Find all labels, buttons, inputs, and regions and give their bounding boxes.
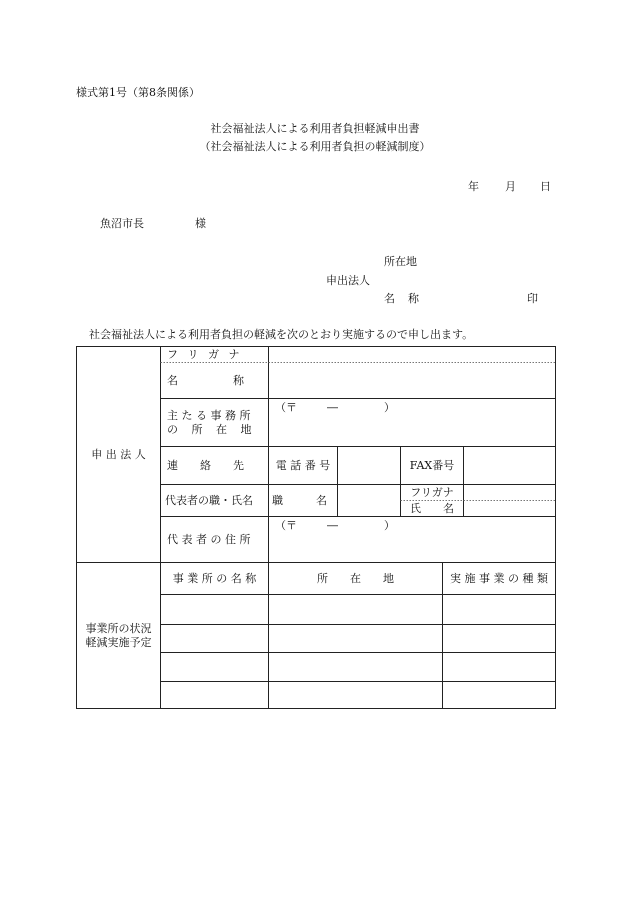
- col-location-header: [269, 563, 442, 594]
- office-row-1-location[interactable]: [269, 595, 442, 624]
- col-service-type-header: [443, 563, 555, 594]
- rep-furigana-field[interactable]: [464, 485, 555, 500]
- office-row-1-name[interactable]: [161, 595, 268, 624]
- rep-postal-close: ）: [384, 519, 395, 532]
- phone-label-text: 電 話 番 号: [275, 458, 331, 472]
- rep-address-label-text: 代 表 者 の 住 所: [167, 533, 251, 546]
- fax-field[interactable]: [464, 447, 555, 484]
- seal-mark: 印: [527, 292, 538, 305]
- office-postal-dash: ―: [327, 401, 338, 414]
- furigana-label-text: フ リ ガ ナ: [167, 348, 243, 361]
- form-subtitle: （社会福祉法人による利用者負担の軽減制度）: [199, 140, 431, 153]
- office-row-2-service[interactable]: [443, 625, 555, 652]
- col-service-type-text: 実 施 事 業 の 種 類: [450, 571, 548, 585]
- section2-label-line2: 軽減実施予定: [85, 635, 152, 649]
- rep-furigana-label: [401, 485, 463, 500]
- phone-field[interactable]: [338, 447, 400, 484]
- name-label-text: 名 称: [167, 373, 244, 387]
- date-day-label: 日: [540, 180, 551, 193]
- office-row-1-service[interactable]: [443, 595, 555, 624]
- position-label: [272, 485, 334, 516]
- recipient-honorific: 様: [195, 217, 206, 230]
- rep-postal-open: （〒: [275, 519, 297, 532]
- form-title: 社会福祉法人による利用者負担軽減申出書: [210, 122, 420, 135]
- applicant-name-label-2: 称: [408, 292, 419, 305]
- representative-label-text: 代表者の職・氏名: [165, 493, 253, 507]
- office-row-2-location[interactable]: [269, 625, 442, 652]
- rep-furigana-label-text: フリガナ: [410, 485, 454, 499]
- rep-address-label: [167, 525, 263, 555]
- phone-label: [269, 447, 337, 484]
- form-number: 様式第1号（第8条関係）: [76, 86, 200, 99]
- office-label-line2: の 所 在 地: [167, 423, 257, 436]
- office-row-4-service[interactable]: [443, 682, 555, 708]
- contact-label: [167, 447, 263, 484]
- section-applicant-text: 申 出 法 人: [91, 447, 146, 461]
- office-row-4-name[interactable]: [161, 682, 268, 708]
- date-month-label: 月: [505, 180, 516, 193]
- office-postal-open: （〒: [275, 401, 297, 414]
- contact-label-text: 連 絡 先: [167, 458, 244, 472]
- rep-name-label-text: 氏 名: [410, 501, 454, 515]
- fax-label: [401, 447, 463, 484]
- section2-label-line1: 事業所の状況: [85, 621, 152, 635]
- applicant-address-label: 所在地: [384, 255, 417, 268]
- col-location-text: 所 在 地: [317, 571, 394, 585]
- representative-label: [165, 485, 267, 516]
- section-applicant-label: [77, 347, 160, 562]
- col-office-name-text: 事 業 所 の 名 称: [172, 571, 257, 585]
- fax-label-text: FAX番号: [409, 458, 455, 472]
- office-label-line1: 主 た る 事 務 所: [167, 409, 251, 422]
- furigana-field[interactable]: [270, 348, 554, 362]
- office-row-3-service[interactable]: [443, 653, 555, 681]
- col-office-name-header: [161, 563, 268, 594]
- position-label-text: 職 名: [272, 493, 327, 507]
- office-address-field[interactable]: [270, 399, 554, 446]
- office-row-3-name[interactable]: [161, 653, 268, 681]
- position-field[interactable]: [338, 485, 400, 516]
- name-label: [167, 363, 263, 398]
- recipient-mayor: 魚沼市長: [100, 217, 144, 230]
- furigana-label: [167, 348, 263, 362]
- name-field[interactable]: [270, 363, 554, 398]
- applicant-label: 申出法人: [326, 274, 370, 287]
- office-row-4-location[interactable]: [269, 682, 442, 708]
- rep-name-label: [401, 501, 463, 516]
- office-row-3-location[interactable]: [269, 653, 442, 681]
- applicant-name-label-1: 名: [384, 292, 395, 305]
- office-address-label: [167, 404, 267, 442]
- office-row-2-name[interactable]: [161, 625, 268, 652]
- office-postal-close: ）: [384, 401, 395, 414]
- intro-text: 社会福祉法人による利用者負担の軽減を次のとおり実施するので申し出ます。: [89, 328, 474, 341]
- rep-address-field[interactable]: [270, 517, 554, 562]
- section-office-status-label: [77, 563, 160, 708]
- rep-postal-dash: ―: [327, 519, 338, 532]
- date-year-label: 年: [468, 180, 479, 193]
- rep-name-field[interactable]: [464, 501, 555, 516]
